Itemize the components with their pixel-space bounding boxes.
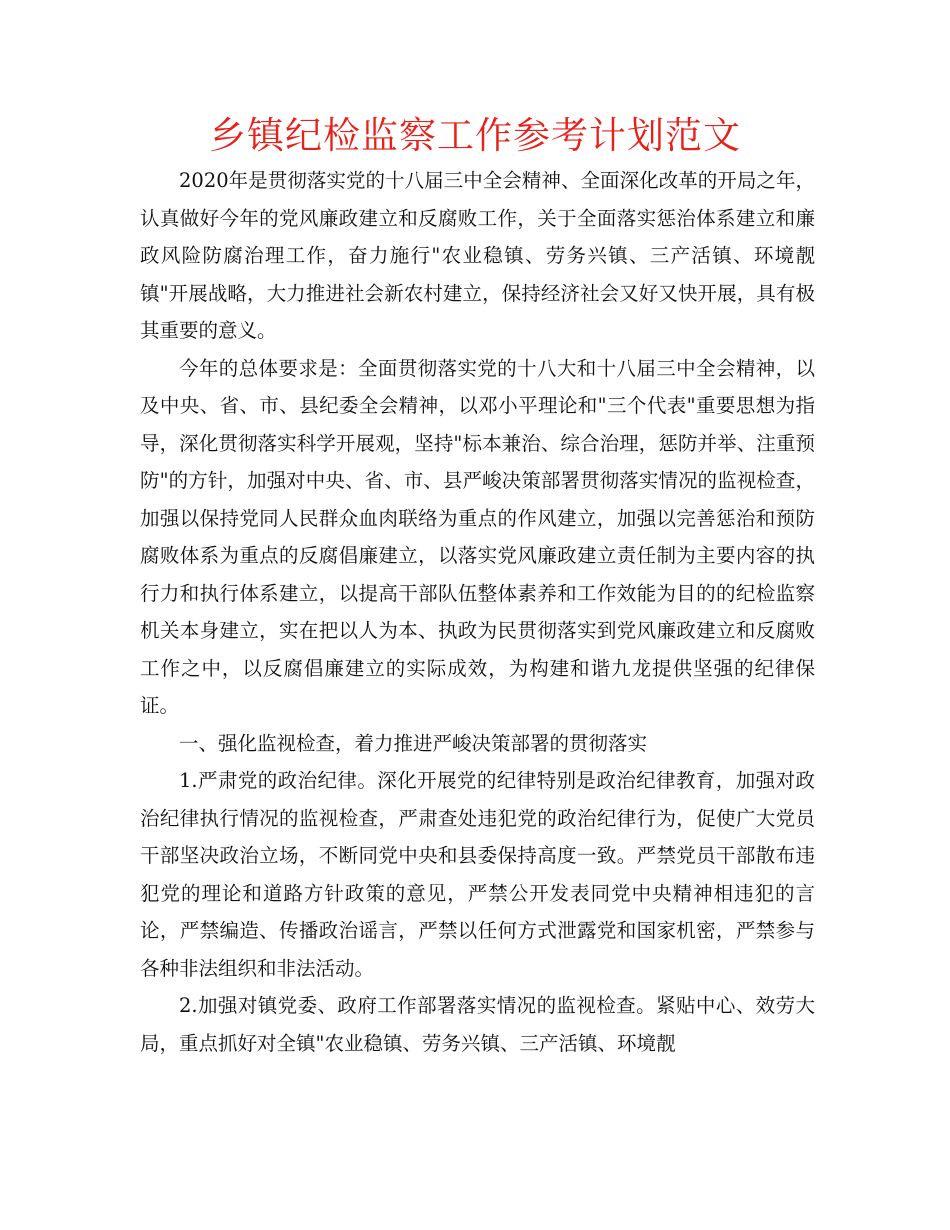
- paragraph-item-1: 1.严肃党的政治纪律。深化开展党的纪律特别是政治纪律教育，加强对政治纪律执行情况的监视检查，严肃查处违犯党的政治纪律行为，促使广大党员干部坚决政治立场，不断同党中央和县委保持高度一致。严禁党员干部散布违犯党的理论和道路方针政策的意见，严禁公开发表同党中央精神相违犯的言论，严禁编造、传播政治谣言，严禁以任何方式泄露党和国家机密，严禁参与各种非法组织和非法活动。: [140, 769, 815, 980]
- paragraph-item-2: 2.加强对镇党委、政府工作部署落实情况的监视检查。紧贴中心、效劳大局，重点抓好对全镇"农业稳镇、劳务兴镇、三产活镇、环境靓: [140, 994, 815, 1055]
- document-body: [140, 162, 815, 1062]
- section-heading-1: 一、强化监视检查，着力推进严峻决策部署的贯彻落实: [179, 731, 648, 755]
- document-title: 乡镇纪检监察工作参考计划范文: [209, 114, 741, 157]
- paragraph-intro: 2020年是贯彻落实党的十八届三中全会精神、全面深化改革的开局之年，认真做好今年的党风廉政建立和反腐败工作，关于全面落实惩治体系建立和廉政风险防腐治理工作，奋力施行"农业稳镇、劳务兴镇、三产活镇、环境靓镇"开展战略，大力推进社会新农村建立，保持经济社会又好又快开展，具有极其重要的意义。: [140, 169, 815, 342]
- paragraph-overall-requirements: 今年的总体要求是：全面贯彻落实党的十八大和十八届三中全会精神，以及中央、省、市、县纪委全会精神，以邓小平理论和"三个代表"重要思想为指导，深化贯彻落实科学开展观，坚持"标本兼治、综合治理，惩防并举、注重预防"的方针，加强对中央、省、市、县严峻决策部署贯彻落实情况的监视检查，加强以保持党同人民群众血肉联络为重点的作风建立，加强以完善惩治和预防腐败体系为重点的反腐倡廉建立，以落实党风廉政建立责任制为主要内容的执行力和执行体系建立，以提高干部队伍整体素养和工作效能为目的的纪检监察机关本身建立，实在把以人为本、执政为民贯彻落实到党风廉政建立和反腐败工作之中，以反腐倡廉建立的实际成效，为构建和谐九龙提供坚强的纪律保证。: [140, 356, 815, 717]
